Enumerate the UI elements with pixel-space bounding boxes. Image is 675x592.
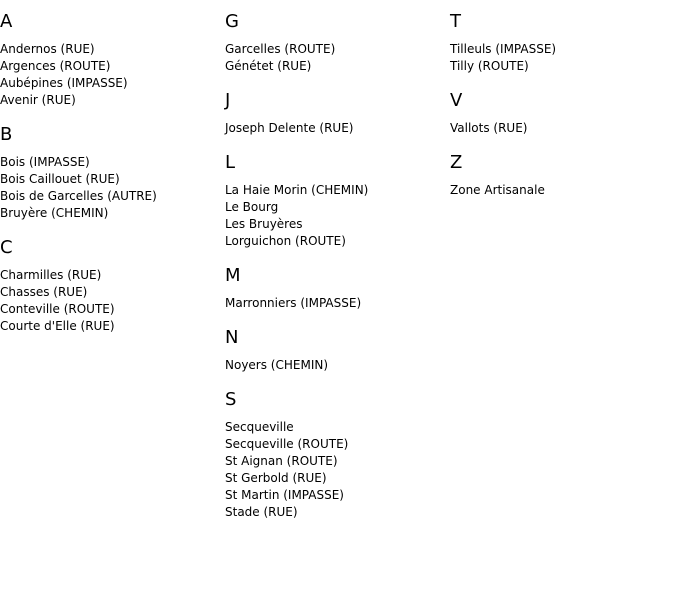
- street-link[interactable]: Marronniers (IMPASSE): [225, 296, 362, 310]
- letter-heading: S: [225, 389, 237, 410]
- street-link[interactable]: Bruyère (CHEMIN): [0, 206, 109, 220]
- street-list: [450, 182, 670, 199]
- street-link[interactable]: Aubépines (IMPASSE): [0, 76, 128, 90]
- index-column-3: [450, 0, 670, 214]
- street-list: [225, 295, 445, 312]
- street-list: [0, 41, 220, 109]
- street-list: [225, 182, 445, 250]
- letter-section-j: [225, 90, 445, 137]
- letter-section-c: [0, 237, 220, 335]
- street-link[interactable]: Bois Caillouet (RUE): [0, 172, 120, 186]
- street-link[interactable]: Génétet (RUE): [225, 59, 312, 73]
- street-link[interactable]: Tilleuls (IMPASSE): [450, 42, 557, 56]
- street-list: [225, 120, 445, 137]
- street-list: [0, 154, 220, 222]
- letter-section-g: [225, 11, 445, 75]
- street-link[interactable]: Le Bourg: [225, 200, 279, 214]
- index-column-2: [225, 0, 445, 536]
- street-link[interactable]: St Aignan (ROUTE): [225, 454, 338, 468]
- letter-section-t: [450, 11, 670, 75]
- street-link[interactable]: Argences (ROUTE): [0, 59, 111, 73]
- letter-heading: C: [0, 237, 13, 258]
- street-link[interactable]: Vallots (RUE): [450, 121, 528, 135]
- letter-heading: L: [225, 152, 236, 173]
- street-link[interactable]: Bois (IMPASSE): [0, 155, 90, 169]
- street-link[interactable]: St Martin (IMPASSE): [225, 488, 344, 502]
- street-link[interactable]: Charmilles (RUE): [0, 268, 102, 282]
- letter-section-v: [450, 90, 670, 137]
- street-link[interactable]: Avenir (RUE): [0, 93, 76, 107]
- letter-heading: A: [0, 11, 13, 32]
- letter-heading: M: [225, 265, 241, 286]
- letter-heading: G: [225, 11, 239, 32]
- letter-section-b: [0, 124, 220, 222]
- street-link[interactable]: Lorguichon (ROUTE): [225, 234, 346, 248]
- street-list: [450, 41, 670, 75]
- street-link[interactable]: Joseph Delente (RUE): [225, 121, 354, 135]
- street-link[interactable]: Conteville (ROUTE): [0, 302, 115, 316]
- street-link[interactable]: Les Bruyères: [225, 217, 303, 231]
- street-link[interactable]: Tilly (ROUTE): [450, 59, 529, 73]
- street-link[interactable]: Secqueville (ROUTE): [225, 437, 349, 451]
- street-link[interactable]: Andernos (RUE): [0, 42, 95, 56]
- street-link[interactable]: Courte d'Elle (RUE): [0, 319, 115, 333]
- street-list: [0, 267, 220, 335]
- letter-heading: Z: [450, 152, 463, 173]
- street-link[interactable]: Zone Artisanale: [450, 183, 545, 197]
- index-column-1: [0, 0, 220, 350]
- street-link[interactable]: Secqueville: [225, 420, 294, 434]
- street-list: [450, 120, 670, 137]
- letter-heading: B: [0, 124, 13, 145]
- letter-section-a: [0, 11, 220, 109]
- street-list: [225, 41, 445, 75]
- letter-section-l: [225, 152, 445, 250]
- letter-section-m: [225, 265, 445, 312]
- street-list: [225, 357, 445, 374]
- letter-section-s: [225, 389, 445, 521]
- letter-heading: T: [450, 11, 461, 32]
- street-link[interactable]: Chasses (RUE): [0, 285, 88, 299]
- letter-heading: J: [225, 90, 231, 111]
- street-link[interactable]: St Gerbold (RUE): [225, 471, 327, 485]
- street-list: [225, 419, 445, 521]
- street-link[interactable]: Stade (RUE): [225, 505, 298, 519]
- street-link[interactable]: La Haie Morin (CHEMIN): [225, 183, 369, 197]
- street-link[interactable]: Bois de Garcelles (AUTRE): [0, 189, 157, 203]
- letter-heading: V: [450, 90, 463, 111]
- letter-section-z: [450, 152, 670, 199]
- letter-section-n: [225, 327, 445, 374]
- letter-heading: N: [225, 327, 239, 348]
- street-link[interactable]: Noyers (CHEMIN): [225, 358, 329, 372]
- street-link[interactable]: Garcelles (ROUTE): [225, 42, 336, 56]
